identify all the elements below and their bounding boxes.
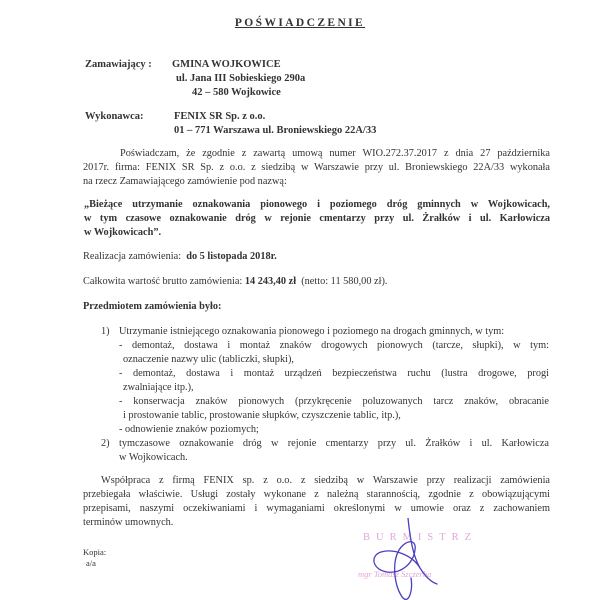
total-value-label: Całkowita wartość brutto zamówienia:: [83, 276, 243, 287]
orderer-name: GMINA WOJKOWICE: [172, 59, 281, 70]
item-1-line-5: zwalniające itp.),: [123, 382, 194, 393]
item-1-number: 1): [101, 326, 110, 337]
orderer-city: 42 – 580 Wojkowice: [192, 87, 281, 98]
total-net-value: (netto: 11 580,00 zł).: [301, 276, 388, 287]
realization-label: Realizacja zamówienia:: [83, 251, 182, 262]
item-2-line-2: w Wojkowicach.: [119, 452, 188, 463]
closing-line-2: przebiegała właściwie. Usługi zostały wykonane z należną starannością, zgodnie z obowiązującymi: [83, 489, 550, 500]
orderer-label: Zamawiający :: [85, 59, 152, 70]
item-1-line-4: - demontaż, dostawa i montaż urządzeń bezpieczeństwa ruchu (lustra drogowe, progi: [119, 368, 549, 379]
item-2-line-1: tymczasowe oznakowanie dróg w rejonie cmentarzy przy ul. Żrałków i ul. Karłowicza: [119, 438, 549, 449]
item-1-line-2: - demontaż, dostawa i montaż znaków drogowych pionowych (tarcze, słupki), w tym:: [119, 340, 549, 351]
orderer-street: ul. Jana III Sobieskiego 290a: [176, 73, 306, 84]
realization-row: [83, 251, 277, 262]
closing-line-1: Współpraca z firmą FENIX sp. z o.o. z siedzibą w Warszawie przy realizacji zamówienia: [101, 475, 550, 486]
realization-value: do 5 listopada 2018r.: [186, 251, 277, 262]
item-1-line-7: i prostowanie tablic, prostowanie słupków, czyszczenie tablic, itp.),: [123, 410, 401, 421]
signature-icon: [365, 518, 445, 600]
item-2-number: 2): [101, 438, 110, 449]
item-1-line-8: - odnowienie znaków poziomych;: [119, 424, 259, 435]
closing-line-4: terminów umownych.: [83, 517, 174, 528]
copy-label: Kopia:: [83, 547, 107, 557]
item-1-line-3: oznaczenie nazwy ulic (tabliczki, słupki),: [123, 354, 294, 365]
intro-line-1: Poświadczam, że zgodnie z zawartą umową numer WIO.272.37.2017 z dnia 27 października: [120, 148, 550, 159]
signature-stroke: [374, 518, 437, 599]
intro-line-2: 2017r. firma: FENIX SR Sp. z o.o. z siedzibą w Warszawie przy ul. Broniewskiego 22A/33 wykonała: [83, 162, 550, 173]
order-name-line-2: w tym czasowe oznakowanie dróg w rejonie cmentarzy przy ul. Żrałków i ul. Karłowicza: [84, 213, 550, 224]
contractor-label: Wykonawca:: [85, 111, 144, 122]
stamp-title: BURMISTRZ: [363, 532, 478, 543]
total-gross-value: 14 243,40 zł: [244, 276, 297, 287]
order-name-line-3: w Wojkowicach”.: [84, 227, 162, 238]
subject-heading: Przedmiotem zamówienia było:: [83, 301, 222, 312]
copy-value: a/a: [86, 558, 96, 568]
order-name-line-1: „Bieżące utrzymanie oznakowania pionowego i poziomego dróg gminnych w Wojkowicach,: [84, 199, 550, 210]
intro-line-3: na rzecz Zamawiającego zamówienie pod nazwą:: [83, 176, 287, 187]
document-title: POŚWIADCZENIE: [234, 17, 366, 29]
stamp-name: mgr Tomasz Szczerba: [358, 569, 432, 579]
closing-line-3: przepisami, naszymi oczekiwaniami i wymaganiami określonymi w umowie oraz z zachowaniem: [83, 503, 550, 514]
contractor-name: FENIX SR Sp. z o.o.: [174, 111, 266, 122]
total-value-row: [83, 276, 388, 287]
item-1-line-1: Utrzymanie istniejącego oznakowania pionowego i poziomego na drogach gminnych, w tym:: [119, 326, 505, 337]
contractor-address: 01 – 771 Warszawa ul. Broniewskiego 22A/33: [174, 125, 377, 136]
item-1-line-6: - konserwacja znaków pionowych (przykręcenie poluzowanych tarcz znaków, obracanie: [119, 396, 549, 407]
